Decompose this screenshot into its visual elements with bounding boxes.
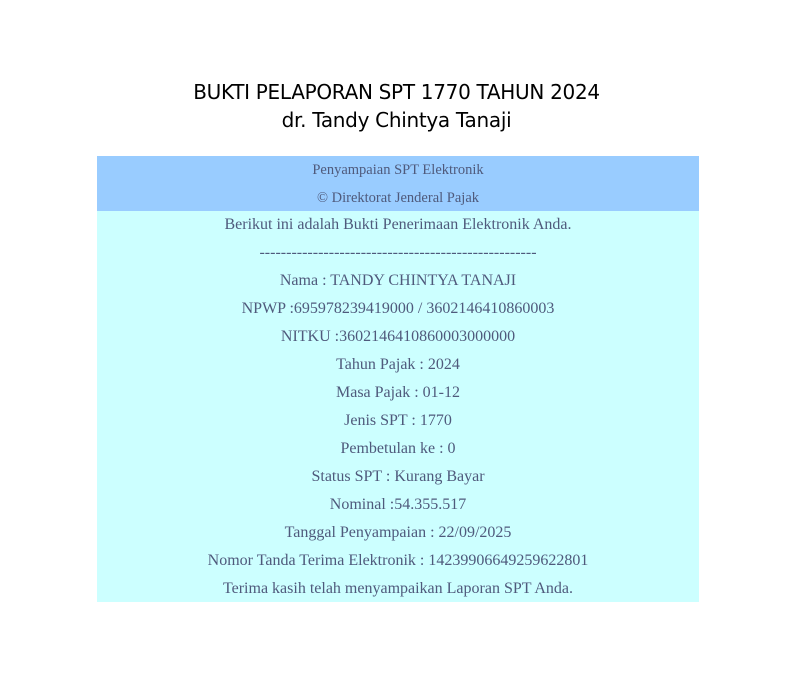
receipt-header <box>97 156 699 211</box>
receipt-body <box>97 211 699 603</box>
field-tanggal: Tanggal Penyampaian : 22/09/2025 <box>284 524 512 541</box>
field-masa-pajak: Masa Pajak : 01-12 <box>336 384 460 401</box>
receipt-box <box>97 156 699 602</box>
field-jenis-spt: Jenis SPT : 1770 <box>344 412 452 429</box>
field-nominal: Nominal :54.355.517 <box>329 496 467 513</box>
title-taxpayer-name: dr. Tandy Chintya Tanaji <box>281 108 512 132</box>
document-title <box>0 78 793 134</box>
header-service-name: Penyampaian SPT Elektronik <box>312 162 484 178</box>
intro-text: Berikut ini adalah Bukti Penerimaan Elektronik Anda. <box>224 216 572 233</box>
field-tahun-pajak: Tahun Pajak : 2024 <box>336 356 460 373</box>
field-nama: Nama : TANDY CHINTYA TANAJI <box>279 272 517 289</box>
field-pembetulan: Pembetulan ke : 0 <box>340 440 456 457</box>
header-copyright: © Direktorat Jenderal Pajak <box>317 189 479 206</box>
closing-text: Terima kasih telah menyampaikan Laporan SPT Anda. <box>222 580 574 597</box>
field-status-spt: Status SPT : Kurang Bayar <box>311 468 485 485</box>
title-report: BUKTI PELAPORAN SPT 1770 TAHUN 2024 <box>193 80 600 104</box>
field-nitku: NITKU :3602146410860003000000 <box>280 328 516 345</box>
field-npwp: NPWP :695978239419000 / 3602146410860003 <box>241 300 555 317</box>
field-nomor-tanda-terima: Nomor Tanda Terima Elektronik : 14239906649259622801 <box>207 552 589 569</box>
separator-line: ---------------------------------------------------- <box>259 244 537 261</box>
